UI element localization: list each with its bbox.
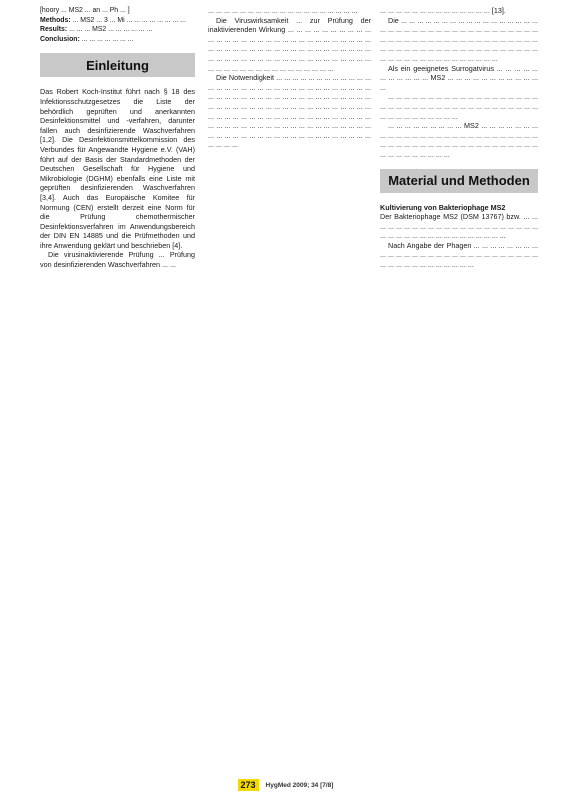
abstract-start: [hoory ... MS2 ... an ... Ph ... ] bbox=[40, 7, 130, 14]
methods-text: ... MS2 ... 3 ... Mi ... ... ... ... ... ... ... ... bbox=[72, 16, 186, 24]
journal-citation: HygMed 2009; 34 [7/8] bbox=[265, 781, 334, 789]
body-paragraph: Die Viruswirksamkeit ... zur Prüfung der inaktivierenden Wirkung ... ... ... ... ... ... ... ... ... ... ... ... ... ... ... ... ... ... ... ... ... ... ... ... ... ... ... ... ... ... ... ... ... ... ... ... ... ... ... ... ... ... ... ... ... ... ... ... ... ... ... ... ... ... ... ... ... ... ... ... ... ... ... ... ... ... ... ... ... ... ... ... ... ... ... ... ... ... ... ... ... ... ... ... ... ... bbox=[208, 15, 371, 73]
body-paragraph: ... ... ... ... ... ... ... ... ... ... ... ... ... ... ... ... ... ... ... ... ... ... ... ... ... ... ... ... ... ... ... ... ... ... ... ... ... ... ... ... ... ... ... ... ... ... ... ... ... bbox=[380, 92, 538, 121]
body-paragraph: ... ... ... ... ... ... ... ... ... ... ... ... ... ... ... ... ... ... ... bbox=[208, 6, 358, 15]
results-text: ... ... ... MS2 ... ... ... ... ... ... bbox=[69, 26, 153, 34]
page-footer bbox=[0, 779, 571, 791]
section-heading-methoden: Material und Methoden bbox=[380, 169, 538, 193]
abstract-conclusion bbox=[40, 35, 195, 45]
conclusion-text: ... ... ... ... ... ... ... bbox=[81, 35, 134, 43]
column-middle bbox=[208, 6, 371, 150]
abstract-results bbox=[40, 25, 195, 35]
body-paragraph: Als ein geeignetes Surrogatvirus ... ... ... ... ... ... ... ... ... ... ... MS2 ... ... ... ... ... ... ... ... ... ... ... ... bbox=[380, 63, 538, 92]
page-number: 273 bbox=[238, 779, 259, 791]
body-paragraph: Die Notwendigkeit ... ... ... ... ... ... ... ... ... ... ... ... ... ... ... ... ... ... ... ... ... ... ... ... ... ... ... ... ... ... ... ... ... ... ... ... ... ... ... ... ... ... ... ... ... ... ... ... ... ... ... ... ... ... ... ... ... ... ... ... ... ... ... ... ... ... ... ... ... ... ... ... ... ... ... ... ... ... ... ... ... ... ... ... ... ... ... ... ... ... ... ... ... ... ... ... ... ... ... ... ... ... ... ... ... ... ... ... ... ... ... ... ... ... ... ... ... ... ... ... ... ... ... ... ... ... ... ... ... ... ... ... ... ... ... ... bbox=[208, 73, 371, 150]
section-heading-einleitung: Einleitung bbox=[40, 53, 195, 77]
subheading-kultivierung: Kultivierung von Bakteriophage MS2 bbox=[380, 202, 506, 212]
column-right bbox=[380, 6, 538, 270]
body-paragraph: ... ... ... ... ... ... ... ... ... MS2 ... ... ... ... ... ... ... ... ... ... ... ... ... ... ... ... ... ... ... ... ... ... ... ... ... ... ... ... ... ... ... ... ... ... ... ... ... ... ... ... ... ... ... ... ... ... ... ... ... ... ... ... ... ... ... ... bbox=[380, 121, 538, 159]
abstract-methods bbox=[40, 16, 195, 26]
conclusion-label: Conclusion: bbox=[40, 35, 80, 43]
body-paragraph: Die ... ... ... ... ... ... ... ... ... ... ... ... ... ... ... ... ... ... ... ... ... ... ... ... ... ... ... ... ... ... ... ... ... ... ... ... ... ... ... ... ... ... ... ... ... ... ... ... ... ... ... ... ... ... ... ... ... ... ... ... ... ... ... ... ... ... ... ... ... ... ... ... ... ... ... ... ... ... ... ... ... ... ... ... ... ... ... ... ... ... ... ... bbox=[380, 15, 538, 63]
einleitung-paragraph: Das Robert Koch-Institut führt nach § 18 des Infektionsschutzgesetzes die Liste der behördlich geprüften und anerkannten Desinfektionsmittel und -verfahren, darunter fallen auch desinfizierende Waschverfahren [1,2]. Die Desinfektionsmittelkommission des Verbundes für Angewandte Hygiene e.V. (VAH) führt auf der Basis der Standardmethoden der Deutschen Gesellschaft für Hygiene und Mikrobiologie (DGHM) ebenfalls eine Liste mit geprüften desinfizierenden Waschverfahren [3,4]. Auch das Europäische Komitee für Normung (CEN) erstellt derzeit eine Norm für die Prüfung chemothermischer Desinfektionsverfahren im Anwendungsbereich der DIN EN 14885 und die Prüfmethoden und ihre Anwendung geklärt und beschrieben [4]. bbox=[40, 87, 195, 250]
column-left bbox=[40, 6, 195, 270]
methoden-paragraph: Nach Angabe der Phagen ... ... ... ... ... ... ... ... ... ... ... ... ... ... ... ... ... ... ... ... ... ... ... ... ... ... ... ... ... ... ... ... ... ... ... ... ... ... ... ... bbox=[380, 240, 538, 270]
results-label: Results: bbox=[40, 26, 68, 34]
einleitung-paragraph: Die virusinaktivierende Prüfung ... Prüfung von desinfizierenden Waschverfahren ... ... bbox=[40, 250, 195, 270]
body-paragraph: ... ... ... ... ... ... ... ... ... ... ... ... ... ... [13]. bbox=[380, 6, 506, 15]
methods-label: Methods: bbox=[40, 16, 71, 24]
methoden-paragraph: Der Bakteriophage MS2 (DSM 13767) bzw. ... ... ... ... ... ... ... ... ... ... ... ... ... ... ... ... ... ... ... ... ... ... ... ... ... ... ... ... ... ... ... ... ... ... ... ... ... ... bbox=[380, 212, 538, 241]
